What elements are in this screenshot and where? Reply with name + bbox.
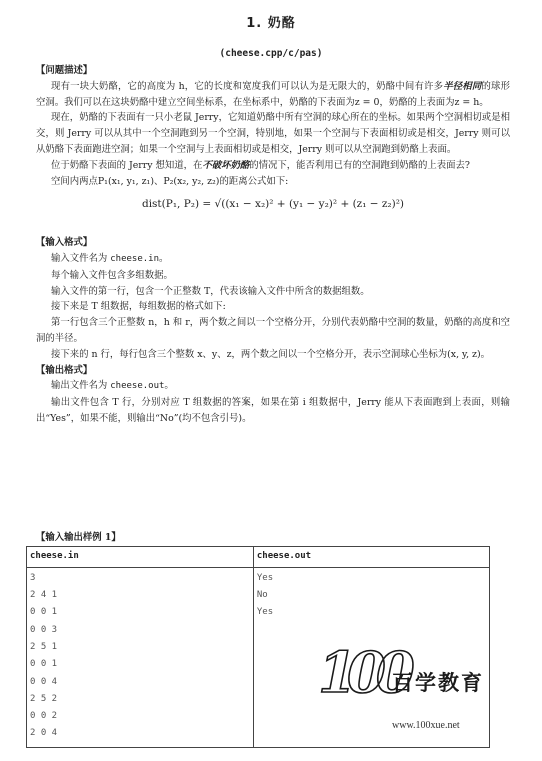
input-line-2: 每个输入文件包含多组数据。 bbox=[51, 269, 173, 281]
sample-input-line: 0 0 1 bbox=[30, 659, 58, 670]
sample-input-line: 0 0 1 bbox=[30, 607, 58, 618]
output-filename: cheese.out bbox=[110, 381, 165, 392]
sample-input-line: 2 5 2 bbox=[30, 693, 58, 704]
emphasis-text: 半径相同 bbox=[443, 80, 482, 92]
text: 。 bbox=[159, 252, 169, 264]
input-line-4: 接下来是 T 组数据，每组数据的格式如下: bbox=[51, 301, 226, 313]
watermark-brand: 百学教育 bbox=[392, 671, 484, 695]
problem-paragraph-2: 现在，奶酪的下表面有一只小老鼠 Jerry，它知道奶酪中所有空洞的球心所在的坐标。如果两个空洞相切或是相交，则 Jerry 可以从其中一个空洞跑到另一个空洞，特别地，如果一个空洞与下表面相切或是相交，Jerry 则可以从奶酪下表面跑进空洞；如果一个空洞与上表面相切或是相交，Jerry 则可以从空洞跑到奶酪上表面。 bbox=[36, 112, 510, 155]
brand-watermark bbox=[318, 640, 508, 750]
input-line-1 bbox=[36, 251, 510, 268]
sample-input-line: 3 bbox=[30, 572, 36, 583]
output-line-1 bbox=[36, 378, 510, 395]
problem-paragraph-3 bbox=[36, 158, 510, 174]
sample-input-line: 2 5 1 bbox=[30, 641, 58, 652]
text: 。 bbox=[164, 380, 174, 392]
text: 现有一块大奶酪，它的高度为 h，它的长度和宽度我们可以认为是无限大的，奶酪中间有许多 bbox=[51, 80, 444, 92]
output-format-heading: 【输出格式】 bbox=[36, 364, 93, 376]
problem-body bbox=[36, 63, 510, 427]
problem-filenames: (cheese.cpp/c/pas) bbox=[219, 48, 323, 59]
input-format-heading: 【输入格式】 bbox=[36, 237, 93, 249]
distance-formula: dist(P₁, P₂) = √((x₁ − x₂)² + (y₁ − y₂)² + (z₁ − z₂)²) bbox=[141, 198, 405, 211]
sample-input-line: 2 0 4 bbox=[30, 728, 58, 739]
sample-heading: 【输入输出样例 1】 bbox=[36, 532, 121, 543]
input-filename: cheese.in bbox=[110, 253, 160, 264]
problem-paragraph-1 bbox=[36, 79, 510, 111]
sample-input-line: 2 4 1 bbox=[30, 590, 58, 601]
sample-input-cell bbox=[27, 567, 254, 747]
sample-output-line: No bbox=[256, 590, 268, 601]
text: 的球形空洞。我们可以在这块奶酪中建立空间坐标系，在坐标系中，奶酪的下表面为z = 0，奶酪的上表面为z = h。 bbox=[36, 80, 510, 108]
sample-output-line: Yes bbox=[256, 607, 274, 618]
problem-title: 1. 奶酪 bbox=[246, 16, 296, 31]
sample-input-line: 0 0 4 bbox=[30, 676, 58, 687]
input-line-5: 第一行包含三个正整数 n，h 和 r，两个数之间以一个空格分开，分别代表奶酪中空洞的数量，奶酪的高度和空洞的半径。 bbox=[36, 317, 510, 344]
output-line-2: 输出文件包含 T 行，分别对应 T 组数据的答案，如果在第 i 组数据中，Jerry 能从下表面跑到上表面，则输出“Yes”，如果不能，则输出“No”(均不包含引号)。 bbox=[36, 397, 510, 424]
problem-paragraph-4: 空间内两点P₁(x₁, y₁, z₁)、P₂(x₂, y₂, z₂)的距离公式如下: bbox=[51, 175, 289, 187]
text: 位于奶酪下表面的 Jerry 想知道，在 bbox=[51, 159, 203, 171]
emphasis-text: 不破坏奶酪 bbox=[202, 159, 250, 171]
text: 的情况下，能否利用已有的空洞跑到奶酪的上表面去? bbox=[249, 159, 470, 171]
sample-output-header: cheese.out bbox=[253, 547, 489, 568]
sample-input-line: 0 0 2 bbox=[30, 711, 58, 722]
input-line-3: 输入文件的第一行，包含一个正整数 T，代表该输入文件中所含的数据组数。 bbox=[51, 285, 370, 297]
watermark-number: 100 bbox=[318, 640, 405, 706]
problem-description-heading: 【问题描述】 bbox=[36, 65, 93, 76]
input-line-6: 接下来的 n 行，每行包含三个整数 x、y、z，两个数之间以一个空格分开，表示空洞球心坐标为(x, y, z)。 bbox=[51, 348, 491, 360]
text: 输入文件名为 bbox=[51, 252, 111, 264]
sample-input-line: 0 0 3 bbox=[30, 624, 58, 635]
sample-input-header: cheese.in bbox=[27, 547, 254, 568]
text: 输出文件名为 bbox=[51, 380, 111, 392]
sample-output-line: Yes bbox=[256, 572, 274, 583]
watermark-url: www.100xue.net bbox=[392, 720, 460, 731]
